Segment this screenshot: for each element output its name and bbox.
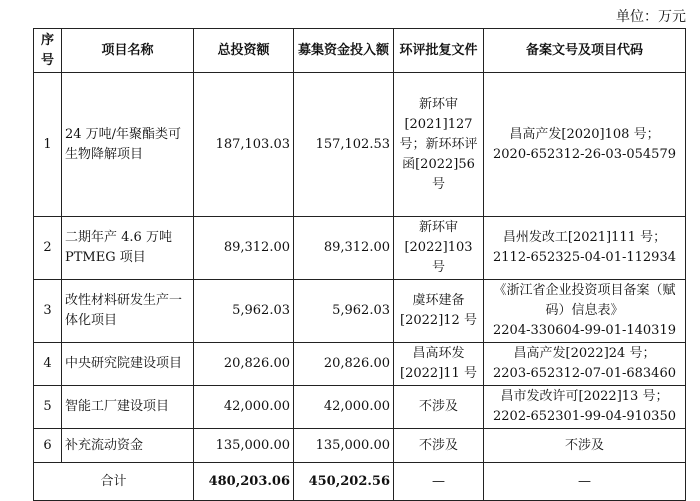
row-env-approval: 虞环建备[2022]12 号 <box>394 280 484 343</box>
row-no: 6 <box>34 429 62 463</box>
filing-line: 昌市发改许可[2022]13 号； <box>500 389 669 404</box>
row-total-investment: 5,962.03 <box>194 280 294 343</box>
row-raised-funds: 135,000.00 <box>294 429 394 463</box>
row-filing-code <box>484 343 686 386</box>
row-raised-funds: 157,102.53 <box>294 73 394 217</box>
filing-line: 2204-330604-99-01-140319 <box>493 323 676 338</box>
row-filing-code <box>484 217 686 280</box>
filing-line: 2202-652301-99-04-910350 <box>493 409 676 424</box>
row-total-investment: 135,000.00 <box>194 429 294 463</box>
table-row <box>34 73 686 217</box>
total-filing-code: — <box>484 463 686 501</box>
header-total-investment: 总投资额 <box>194 29 294 73</box>
row-project-name: 改性材料研发生产一体化项目 <box>62 280 194 343</box>
raised-funds-sum: 450,202.56 <box>294 463 394 501</box>
row-total-investment: 89,312.00 <box>194 217 294 280</box>
row-env-approval: 不涉及 <box>394 386 484 429</box>
row-no: 2 <box>34 217 62 280</box>
unit-label: 单位：万元 <box>616 9 686 25</box>
header-no: 序号 <box>34 29 62 73</box>
row-project-name: 补充流动资金 <box>62 429 194 463</box>
row-no: 5 <box>34 386 62 429</box>
row-project-name: 二期年产 4.6 万吨 PTMEG 项目 <box>62 217 194 280</box>
header-raised-funds: 募集资金投入额 <box>294 29 394 73</box>
row-env-approval: 新环审[2021]127 号；新环环评函[2022]56 号 <box>394 73 484 217</box>
row-no: 3 <box>34 280 62 343</box>
filing-line: 昌州发改工[2021]111 号； <box>502 230 667 245</box>
row-no: 4 <box>34 343 62 386</box>
row-project-name: 中央研究院建设项目 <box>62 343 194 386</box>
row-filing-code <box>484 429 686 463</box>
filing-line: 2020-652312-26-03-054579 <box>493 146 676 162</box>
row-filing-code <box>484 280 686 343</box>
table-row <box>34 280 686 343</box>
row-env-approval: 昌高环发[2022]11 号 <box>394 343 484 386</box>
header-filing-code: 备案文号及项目代码 <box>484 29 686 73</box>
row-raised-funds: 5,962.03 <box>294 280 394 343</box>
header-env-approval: 环评批复文件 <box>394 29 484 73</box>
filing-line: 昌高产发[2022]24 号； <box>513 346 656 361</box>
row-filing-code <box>484 73 686 217</box>
filing-line: 不涉及 <box>564 437 604 453</box>
row-project-name: 智能工厂建设项目 <box>62 386 194 429</box>
row-raised-funds: 42,000.00 <box>294 386 394 429</box>
row-project-name: 24 万吨/年聚酯类可生物降解项目 <box>62 73 194 217</box>
row-env-approval: 不涉及 <box>394 429 484 463</box>
table-total-row <box>34 463 686 501</box>
filing-line: 2112-652325-04-01-112934 <box>493 250 676 265</box>
row-raised-funds: 89,312.00 <box>294 217 394 280</box>
total-investment-sum: 480,203.06 <box>194 463 294 501</box>
header-project-name: 项目名称 <box>62 29 194 73</box>
row-filing-code <box>484 386 686 429</box>
table-header-row <box>34 29 686 73</box>
row-total-investment: 20,826.00 <box>194 343 294 386</box>
row-total-investment: 187,103.03 <box>194 73 294 217</box>
filing-line: 昌高产发[2020]108 号； <box>509 126 660 142</box>
table-row <box>34 217 686 280</box>
filing-line: 2203-652312-07-01-683460 <box>493 366 676 381</box>
table-row <box>34 343 686 386</box>
total-env-approval: — <box>394 463 484 501</box>
total-label: 合计 <box>34 463 194 501</box>
table-row <box>34 386 686 429</box>
filing-line: 《浙江省企业投资项目备案（赋码）信息表》 <box>493 283 676 318</box>
row-raised-funds: 20,826.00 <box>294 343 394 386</box>
row-env-approval: 新环审[2022]103 号 <box>394 217 484 280</box>
row-total-investment: 42,000.00 <box>194 386 294 429</box>
project-investment-table <box>33 28 686 501</box>
row-no: 1 <box>34 73 62 217</box>
table-row <box>34 429 686 463</box>
